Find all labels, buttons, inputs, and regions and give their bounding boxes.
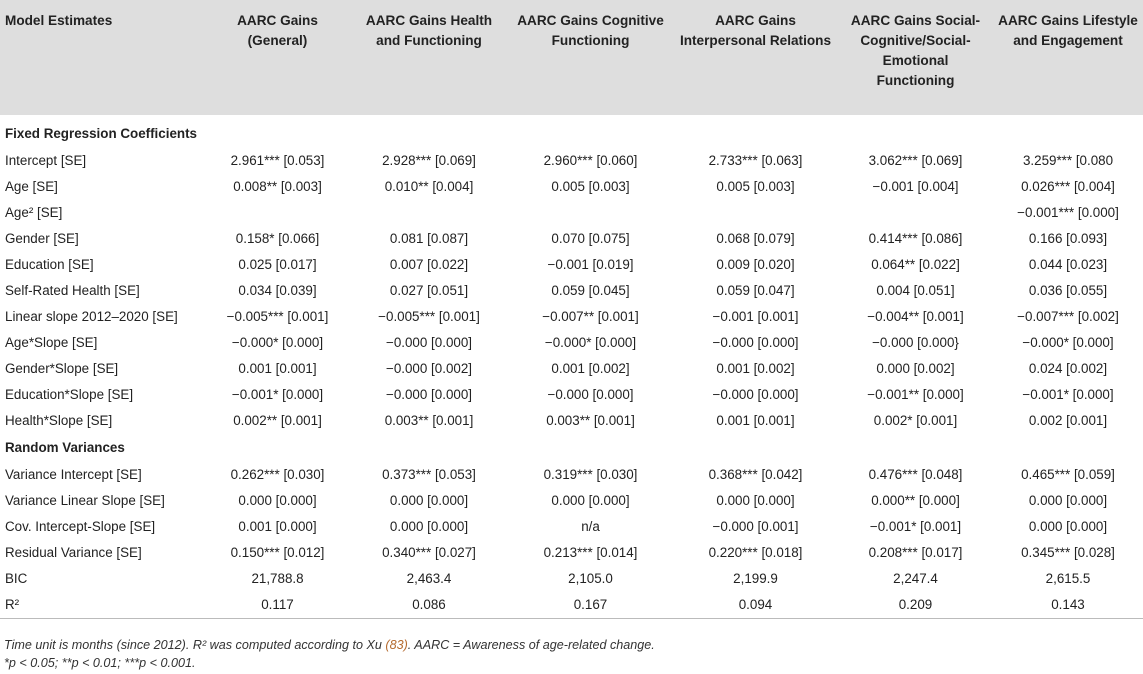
header-aarc-lifestyle: AARC Gains Lifestyle and Engagement bbox=[998, 13, 1138, 48]
header-row bbox=[0, 0, 1143, 115]
table-cell: 0.213*** [0.014] bbox=[543, 544, 638, 560]
table-cell: 0.008** [0.003] bbox=[233, 178, 322, 194]
table-row bbox=[0, 329, 1143, 355]
table-cell: −0.000* [0.000] bbox=[1022, 334, 1114, 350]
table-footnote bbox=[4, 636, 655, 672]
table-cell: 0.009 [0.020] bbox=[716, 256, 795, 272]
table-row bbox=[0, 381, 1143, 407]
table-row bbox=[0, 173, 1143, 199]
row-label: Residual Variance [SE] bbox=[5, 544, 142, 560]
table-cell: −0.001*** [0.000] bbox=[1017, 204, 1119, 220]
table-cell: 0.340*** [0.027] bbox=[382, 544, 476, 560]
table-cell: 0.167 bbox=[508, 591, 673, 619]
table-cell: −0.000 [0.001] bbox=[712, 518, 799, 534]
table-row bbox=[0, 199, 1143, 225]
table-row bbox=[0, 225, 1143, 251]
table-cell bbox=[838, 199, 993, 225]
table-cell: 0.001 [0.000] bbox=[238, 518, 317, 534]
row-label: Age² [SE] bbox=[5, 204, 63, 220]
table-cell: −0.001 [0.001] bbox=[712, 308, 799, 324]
row-label: Education [SE] bbox=[5, 256, 94, 272]
row-label: Variance Intercept [SE] bbox=[5, 466, 142, 482]
header-aarc-health: AARC Gains Health and Functioning bbox=[365, 13, 493, 48]
header-aarc-interpersonal: AARC Gains Interpersonal Relations bbox=[679, 13, 832, 48]
table-cell: −0.000 [0.000] bbox=[547, 386, 634, 402]
table-cell: 0.000 [0.000] bbox=[716, 492, 795, 508]
table-cell: 0.002* [0.001] bbox=[873, 412, 958, 428]
table-cell: 0.158* [0.066] bbox=[235, 230, 320, 246]
table-cell: 0.319*** [0.030] bbox=[543, 466, 638, 482]
table-cell bbox=[350, 199, 508, 225]
table-cell: −0.000 [0.000] bbox=[712, 386, 799, 402]
table-cell: −0.007** [0.001] bbox=[542, 308, 639, 324]
row-label: Gender*Slope [SE] bbox=[5, 360, 119, 376]
table-cell: 0.001 [0.002] bbox=[716, 360, 795, 376]
row-label: Health*Slope [SE] bbox=[5, 412, 113, 428]
table-body bbox=[0, 115, 1143, 619]
footnote-line-1: Time unit is months (since 2012). R² was computed according to Xu (83). AARC = Awareness of age-related change. bbox=[4, 638, 655, 652]
table-cell: 0.086 bbox=[350, 591, 508, 619]
header-aarc-general: AARC Gains (General) bbox=[237, 13, 318, 48]
row-label: R² bbox=[0, 591, 205, 619]
table-cell: 0.000** [0.000] bbox=[871, 492, 960, 508]
table-cell: n/a bbox=[581, 518, 600, 534]
table-cell: 0.025 [0.017] bbox=[238, 256, 317, 272]
table-cell: 0.036 [0.055] bbox=[1028, 282, 1108, 298]
table-cell: 3.259*** [0.080 bbox=[1022, 152, 1114, 168]
table-cell bbox=[508, 199, 673, 225]
table-cell: 0.000 [0.000] bbox=[1028, 492, 1108, 508]
table-cell: 0.003** [0.001] bbox=[384, 412, 474, 428]
table-cell: −0.004** [0.001] bbox=[867, 308, 964, 324]
table-row bbox=[0, 147, 1143, 173]
table-cell: 0.000 [0.000] bbox=[1028, 518, 1108, 534]
row-label: Cov. Intercept-Slope [SE] bbox=[5, 518, 156, 534]
table-cell: −0.000 [0.000] bbox=[386, 334, 472, 350]
header-aarc-cognitive: AARC Gains Cognitive Functioning bbox=[517, 13, 664, 48]
table-cell: 0.000 [0.000] bbox=[389, 492, 469, 508]
table-cell: 2,105.0 bbox=[568, 570, 613, 586]
table-cell: 0.166 [0.093] bbox=[1028, 230, 1108, 246]
row-label: Age [SE] bbox=[5, 178, 58, 194]
table-cell: 0.345*** [0.028] bbox=[1021, 544, 1115, 560]
table-cell: −0.005*** [0.001] bbox=[378, 308, 480, 324]
table-cell: 0.081 [0.087] bbox=[389, 230, 469, 246]
table-cell: 0.059 [0.047] bbox=[716, 282, 795, 298]
section-fixed-label: Fixed Regression Coefficients bbox=[5, 125, 197, 141]
table-cell: −0.001* [0.001] bbox=[869, 518, 962, 534]
table-cell: −0.000 [0.000} bbox=[872, 334, 959, 350]
table-cell: 0.027 [0.051] bbox=[389, 282, 469, 298]
footnote-line-2: *p < 0.05; **p < 0.01; ***p < 0.001. bbox=[4, 656, 196, 670]
table-cell: 0.368*** [0.042] bbox=[708, 466, 803, 482]
table-cell: 0.010** [0.004] bbox=[384, 178, 474, 194]
table-cell bbox=[673, 199, 838, 225]
header-model-estimates: Model Estimates bbox=[5, 13, 113, 28]
table-row bbox=[0, 591, 1143, 619]
table-cell: 0.034 [0.039] bbox=[238, 282, 317, 298]
table-cell: 0.068 [0.079] bbox=[716, 230, 795, 246]
table-cell: 0.002 [0.001] bbox=[1028, 412, 1108, 428]
table-cell: 3.062*** [0.069] bbox=[868, 152, 963, 168]
table-cell: −0.005*** [0.001] bbox=[226, 308, 329, 324]
table-row bbox=[0, 303, 1143, 329]
table-cell: 0.005 [0.003] bbox=[551, 178, 630, 194]
table-cell: 0.064** [0.022] bbox=[871, 256, 960, 272]
table-cell: −0.001 [0.019] bbox=[547, 256, 634, 272]
table-cell: −0.000 [0.000] bbox=[386, 386, 472, 402]
row-label: Variance Linear Slope [SE] bbox=[5, 492, 165, 508]
table-row bbox=[0, 461, 1143, 487]
table-cell: 0.143 bbox=[993, 591, 1143, 619]
table-cell: 0.004 [0.051] bbox=[876, 282, 955, 298]
table-row bbox=[0, 487, 1143, 513]
row-label: Gender [SE] bbox=[5, 230, 79, 246]
table-cell: 0.262*** [0.030] bbox=[230, 466, 325, 482]
table-row bbox=[0, 407, 1143, 433]
table-row bbox=[0, 277, 1143, 303]
table-cell: 2.960*** [0.060] bbox=[543, 152, 638, 168]
table-cell: 0.024 [0.002] bbox=[1028, 360, 1108, 376]
table-cell: 0.044 [0.023] bbox=[1028, 256, 1108, 272]
table-row bbox=[0, 513, 1143, 539]
table-cell: 0.094 bbox=[673, 591, 838, 619]
header-aarc-social: AARC Gains Social-Cognitive/Social-Emotional Functioning bbox=[850, 13, 981, 88]
table-cell: −0.007*** [0.002] bbox=[1017, 308, 1119, 324]
table-cell bbox=[205, 199, 350, 225]
table-cell: −0.001* [0.000] bbox=[231, 386, 324, 402]
table-cell: 0.001 [0.001] bbox=[238, 360, 317, 376]
table-cell: 2,463.4 bbox=[406, 570, 452, 586]
table-cell: 0.000 [0.002] bbox=[876, 360, 955, 376]
row-label: Linear slope 2012–2020 [SE] bbox=[5, 308, 178, 324]
table-cell: 2.928*** [0.069] bbox=[382, 152, 476, 168]
table-cell: 2.961*** [0.053] bbox=[230, 152, 325, 168]
table-cell: −0.001** [0.000] bbox=[867, 386, 964, 402]
table-cell: 21,788.8 bbox=[251, 570, 304, 586]
table-row bbox=[0, 355, 1143, 381]
table-cell: 2,199.9 bbox=[733, 570, 778, 586]
table-cell: −0.000* [0.000] bbox=[231, 334, 324, 350]
table-cell: 0.209 bbox=[838, 591, 993, 619]
table-cell: 0.007 [0.022] bbox=[389, 256, 469, 272]
table-cell: −0.001 [0.004] bbox=[872, 178, 959, 194]
row-label: Self-Rated Health [SE] bbox=[5, 282, 140, 298]
table-cell: 0.373*** [0.053] bbox=[382, 466, 476, 482]
table-cell: 0.002** [0.001] bbox=[233, 412, 322, 428]
table-cell: −0.000 [0.000] bbox=[712, 334, 799, 350]
row-label: Education*Slope [SE] bbox=[5, 386, 134, 402]
table-cell: 0.000 [0.000] bbox=[389, 518, 469, 534]
table-cell: 0.000 [0.000] bbox=[238, 492, 317, 508]
table-cell: 0.150*** [0.012] bbox=[230, 544, 325, 560]
table-cell: 0.476*** [0.048] bbox=[868, 466, 963, 482]
reference-link[interactable]: (83) bbox=[385, 638, 408, 652]
table-cell: 0.005 [0.003] bbox=[716, 178, 795, 194]
table-cell: −0.000* [0.000] bbox=[544, 334, 637, 350]
table-cell: 0.070 [0.075] bbox=[551, 230, 630, 246]
table-row bbox=[0, 539, 1143, 565]
table-cell: −0.000 [0.002] bbox=[386, 360, 472, 376]
table-row bbox=[0, 251, 1143, 277]
table-cell: 0.117 bbox=[205, 591, 350, 619]
section-row-random bbox=[0, 433, 1143, 461]
table-cell: 2.733*** [0.063] bbox=[708, 152, 803, 168]
table-row bbox=[0, 565, 1143, 591]
row-label: Intercept [SE] bbox=[5, 152, 87, 168]
table-cell: 2,247.4 bbox=[893, 570, 938, 586]
row-label: BIC bbox=[5, 570, 28, 586]
table-cell: 0.465*** [0.059] bbox=[1021, 466, 1115, 482]
table-cell: 0.220*** [0.018] bbox=[708, 544, 803, 560]
section-random-label: Random Variances bbox=[5, 439, 125, 455]
table-cell: 0.003** [0.001] bbox=[546, 412, 635, 428]
table-cell: 0.208*** [0.017] bbox=[868, 544, 963, 560]
table-cell: −0.001* [0.000] bbox=[1022, 386, 1114, 402]
table-cell: 0.414*** [0.086] bbox=[868, 230, 963, 246]
table-cell: 0.000 [0.000] bbox=[551, 492, 630, 508]
table-cell: 0.001 [0.001] bbox=[716, 412, 795, 428]
row-label: Age*Slope [SE] bbox=[5, 334, 98, 350]
section-row-fixed bbox=[0, 115, 1143, 147]
table-cell: 0.001 [0.002] bbox=[551, 360, 630, 376]
table-cell: 0.059 [0.045] bbox=[551, 282, 630, 298]
table-cell: 2,615.5 bbox=[1045, 570, 1091, 586]
table-cell: 0.026*** [0.004] bbox=[1021, 178, 1115, 194]
